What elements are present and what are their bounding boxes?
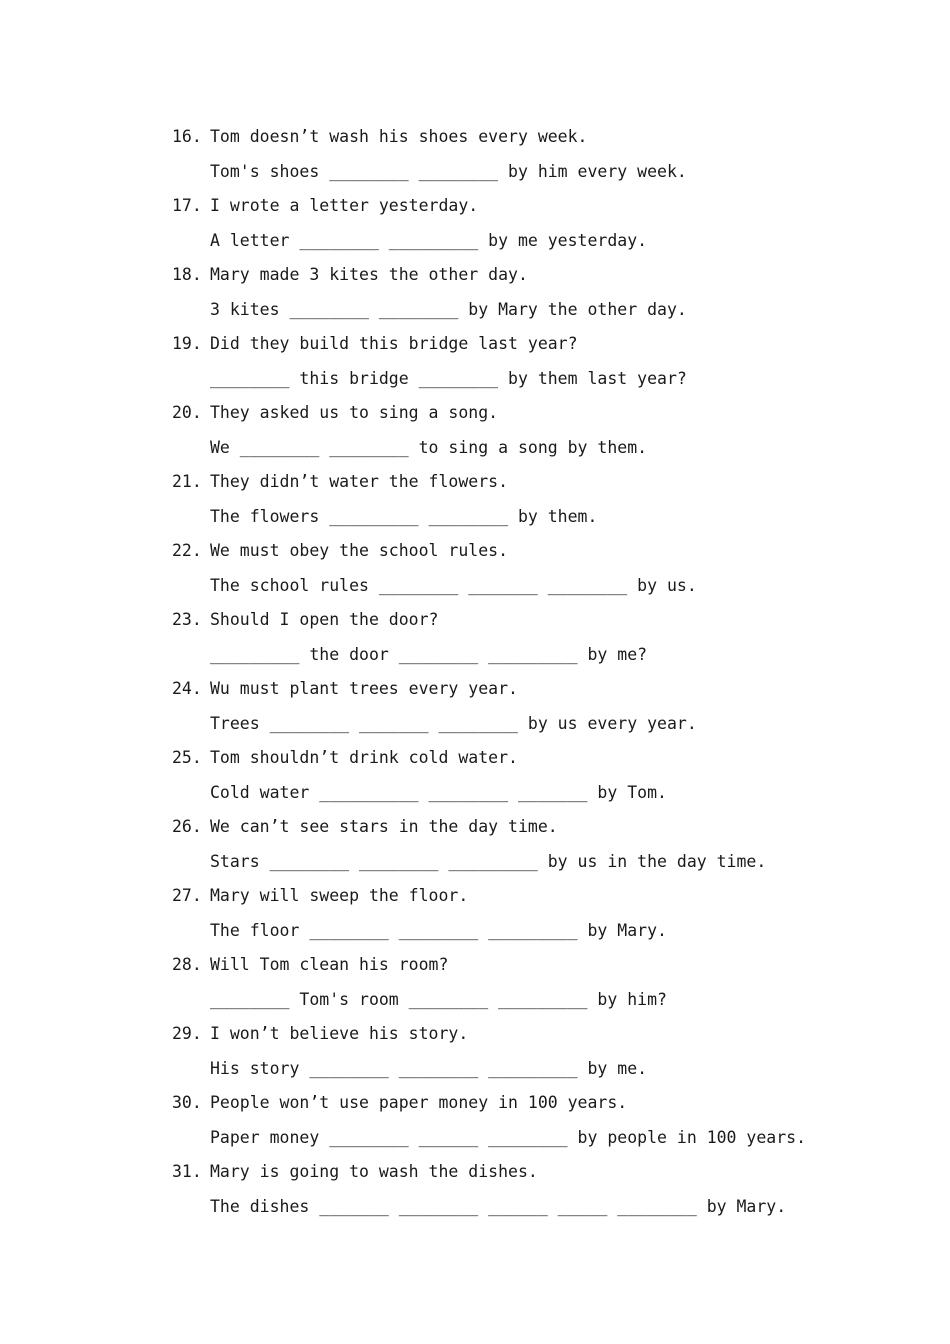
- rewrite-sentence: Trees ________ _______ ________ by us every year.: [210, 713, 697, 733]
- exercise-item: [172, 672, 912, 741]
- exercise-item: [172, 534, 912, 603]
- rewrite-sentence-line: [172, 983, 912, 1018]
- rewrite-sentence: _________ the door ________ _________ by me?: [210, 644, 648, 664]
- rewrite-sentence: ________ this bridge ________ by them last year?: [210, 368, 687, 388]
- rewrite-sentence: ________ Tom's room ________ _________ by him?: [210, 989, 667, 1009]
- exercise-item: [172, 396, 912, 465]
- exercise-item: [172, 948, 912, 1017]
- exercise-number: 18.: [172, 265, 202, 284]
- original-sentence: People won’t use paper money in 100 years.: [210, 1093, 628, 1112]
- rewrite-sentence: 3 kites ________ ________ by Mary the other day.: [210, 299, 687, 319]
- original-sentence-line: [172, 1017, 912, 1052]
- exercise-number: 20.: [172, 403, 202, 422]
- original-sentence: I won’t believe his story.: [210, 1024, 469, 1043]
- rewrite-sentence-line: [172, 569, 912, 604]
- original-sentence: They didn’t water the flowers.: [210, 472, 509, 491]
- original-sentence: Mary is going to wash the dishes.: [210, 1162, 538, 1181]
- original-sentence-line: [172, 396, 912, 431]
- exercise-number: 28.: [172, 955, 202, 974]
- exercise-item: [172, 258, 912, 327]
- exercise-number: 30.: [172, 1093, 202, 1112]
- rewrite-sentence: We ________ ________ to sing a song by them.: [210, 437, 648, 457]
- rewrite-sentence-line: [172, 362, 912, 397]
- exercise-item: [172, 1086, 912, 1155]
- original-sentence: I wrote a letter yesterday.: [210, 196, 479, 215]
- rewrite-sentence-line: [172, 1052, 912, 1087]
- exercise-number: 19.: [172, 334, 202, 353]
- exercise-item: [172, 741, 912, 810]
- rewrite-sentence-line: [172, 431, 912, 466]
- exercise-item: [172, 810, 912, 879]
- original-sentence-line: [172, 120, 912, 155]
- original-sentence: Mary made 3 kites the other day.: [210, 265, 528, 284]
- rewrite-sentence-line: [172, 776, 912, 811]
- exercise-item: [172, 1155, 912, 1224]
- rewrite-sentence: The school rules ________ _______ ________ by us.: [210, 575, 697, 595]
- rewrite-sentence: The flowers _________ ________ by them.: [210, 506, 598, 526]
- exercise-list: [172, 120, 912, 1224]
- original-sentence-line: [172, 603, 912, 638]
- rewrite-sentence: Tom's shoes ________ ________ by him every week.: [210, 161, 687, 181]
- exercise-item: [172, 603, 912, 672]
- original-sentence: Will Tom clean his room?: [210, 955, 449, 974]
- original-sentence-line: [172, 534, 912, 569]
- exercise-number: 16.: [172, 127, 202, 146]
- original-sentence-line: [172, 948, 912, 983]
- original-sentence: Mary will sweep the floor.: [210, 886, 469, 905]
- exercise-number: 17.: [172, 196, 202, 215]
- rewrite-sentence-line: [172, 1190, 912, 1225]
- original-sentence-line: [172, 1155, 912, 1190]
- exercise-number: 29.: [172, 1024, 202, 1043]
- rewrite-sentence: The floor ________ ________ _________ by Mary.: [210, 920, 667, 940]
- exercise-item: [172, 189, 912, 258]
- rewrite-sentence: Stars ________ ________ _________ by us in the day time.: [210, 851, 767, 871]
- original-sentence: We must obey the school rules.: [210, 541, 509, 560]
- original-sentence: Tom doesn’t wash his shoes every week.: [210, 127, 588, 146]
- original-sentence-line: [172, 1086, 912, 1121]
- original-sentence-line: [172, 741, 912, 776]
- rewrite-sentence-line: [172, 155, 912, 190]
- original-sentence-line: [172, 672, 912, 707]
- rewrite-sentence: A letter ________ _________ by me yesterday.: [210, 230, 648, 250]
- rewrite-sentence-line: [172, 638, 912, 673]
- exercise-item: [172, 879, 912, 948]
- exercise-number: 21.: [172, 472, 202, 491]
- original-sentence: Wu must plant trees every year.: [210, 679, 518, 698]
- exercise-number: 25.: [172, 748, 202, 767]
- rewrite-sentence: Cold water __________ ________ _______ by Tom.: [210, 782, 667, 802]
- original-sentence: Should I open the door?: [210, 610, 439, 629]
- rewrite-sentence-line: [172, 845, 912, 880]
- original-sentence-line: [172, 258, 912, 293]
- rewrite-sentence-line: [172, 707, 912, 742]
- rewrite-sentence-line: [172, 224, 912, 259]
- original-sentence: We can’t see stars in the day time.: [210, 817, 558, 836]
- exercise-item: [172, 327, 912, 396]
- original-sentence-line: [172, 879, 912, 914]
- original-sentence: Tom shouldn’t drink cold water.: [210, 748, 518, 767]
- exercise-item: [172, 465, 912, 534]
- original-sentence-line: [172, 465, 912, 500]
- rewrite-sentence: The dishes _______ ________ ______ _____ ________ by Mary.: [210, 1196, 787, 1216]
- exercise-item: [172, 1017, 912, 1086]
- rewrite-sentence-line: [172, 1121, 912, 1156]
- original-sentence: Did they build this bridge last year?: [210, 334, 578, 353]
- exercise-number: 26.: [172, 817, 202, 836]
- rewrite-sentence-line: [172, 500, 912, 535]
- rewrite-sentence-line: [172, 914, 912, 949]
- exercise-number: 22.: [172, 541, 202, 560]
- original-sentence-line: [172, 810, 912, 845]
- exercise-number: 27.: [172, 886, 202, 905]
- exercise-item: [172, 120, 912, 189]
- rewrite-sentence: His story ________ ________ _________ by me.: [210, 1058, 648, 1078]
- rewrite-sentence-line: [172, 293, 912, 328]
- original-sentence-line: [172, 327, 912, 362]
- exercise-number: 24.: [172, 679, 202, 698]
- exercise-number: 31.: [172, 1162, 202, 1181]
- original-sentence: They asked us to sing a song.: [210, 403, 499, 422]
- rewrite-sentence: Paper money ________ ______ ________ by people in 100 years.: [210, 1127, 807, 1147]
- original-sentence-line: [172, 189, 912, 224]
- exercise-number: 23.: [172, 610, 202, 629]
